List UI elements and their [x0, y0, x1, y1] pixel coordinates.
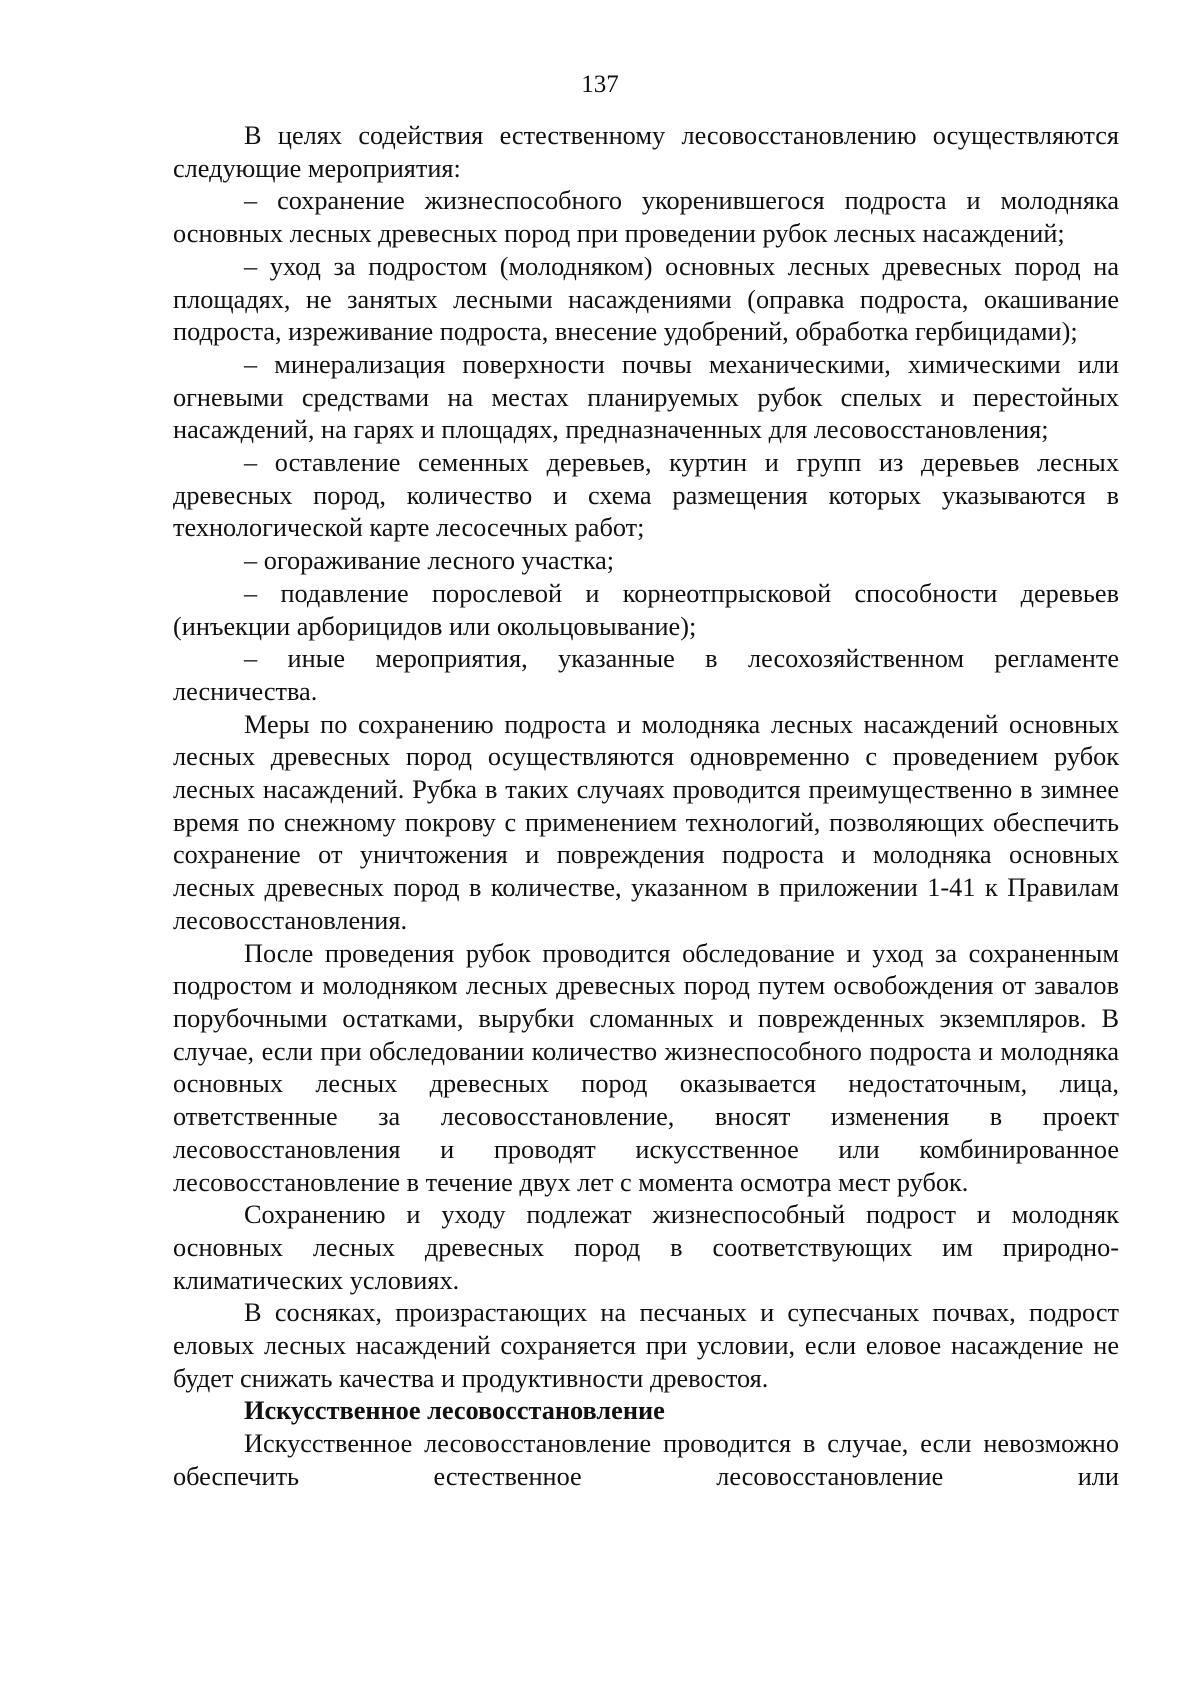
list-item-other-measures: – иные мероприятия, указанные в лесохозяйственном регламенте лесничества. [173, 644, 1119, 706]
page-number: 137 [581, 71, 619, 98]
list-item-fencing: – огораживание лесного участка; [244, 546, 615, 576]
list-item-preserve-undergrowth: – сохранение жизнеспособного укоренившегося подроста и молодняка основных лесных древесных пород при проведении рубок лесных насаждений; [173, 186, 1119, 249]
list-item-undergrowth-care: – уход за подростом (молодняком) основных лесных древесных пород на площадях, не занятых лесными насаждениями (оправка подроста, окашивание подроста, изреживание подроста, внесение удобрений, обработка гербицидами); [173, 251, 1119, 347]
list-item-soil-mineralization: – минерализация поверхности почвы механическими, химическими или огневыми средствами на местах планируемых рубок спелых и перестойных насаждений, на гарях и площадях, предназначенных для лесовосстановления; [173, 349, 1119, 445]
section-heading-artificial-regeneration: Искусственное лесовосстановление [244, 1396, 665, 1426]
paragraph-preservation-scope: Сохранению и уходу подлежат жизнеспособный подрост и молодняк основных лесных древесных пород в соответствующих им природно-климатических условиях. [173, 1200, 1119, 1295]
paragraph-pine-stands: В сосняках, произрастающих на песчаных и супесчаных почвах, подрост еловых лесных насаждений сохраняется при условии, если еловое насаждение не будет снижать качества и продуктивности древостоя. [173, 1298, 1119, 1393]
paragraph-artificial-regeneration: Искусственное лесовосстановление проводится в случае, если невозможно обеспечить естественное лесовосстановление или [173, 1429, 1119, 1491]
paragraph-post-felling-survey: После проведения рубок проводится обследование и уход за сохраненным подростом и молодняком лесных древесных пород путем освобождения от завалов порубочными остатками, вырубки сломанных и поврежденных экземпляров. В случае, если при обследовании количество жизнеспособного подроста и молодняка основных лесных древесных пород оказывается недостаточным, лица, ответственные за лесовосстановление, вносят изменения в проект лесовосстановления и проводят искусственное или комбинированное лесовосстановление в течение двух лет с момента осмотра мест рубок. [173, 938, 1119, 1197]
paragraph-natural-regeneration-intro: В целях содействия естественному лесовосстановлению осуществляются следующие мероприятия: [173, 121, 1119, 183]
list-item-seed-trees: – оставление семенных деревьев, куртин и групп из деревьев лесных древесных пород, количество и схема размещения которых указываются в технологической карте лесосечных работ; [173, 448, 1119, 543]
document-body [173, 120, 1119, 1494]
paragraph-preservation-measures: Меры по сохранению подроста и молодняка лесных насаждений основных лесных древесных пород осуществляются одновременно с проведением рубок лесных насаждений. Рубка в таких случаях проводится преимущественно в зимнее время по снежному покрову с применением технологий, позволяющих обеспечить сохранение от уничтожения и повреждения подроста и молодняка основных лесных древесных пород в количестве, указанном в приложении 1-41 к Правилам лесовосстановления. [173, 709, 1119, 935]
list-item-coppice-suppression: – подавление порослевой и корнеотпрысковой способности деревьев (инъекции арборицидов или окольцовывание); [173, 578, 1119, 641]
